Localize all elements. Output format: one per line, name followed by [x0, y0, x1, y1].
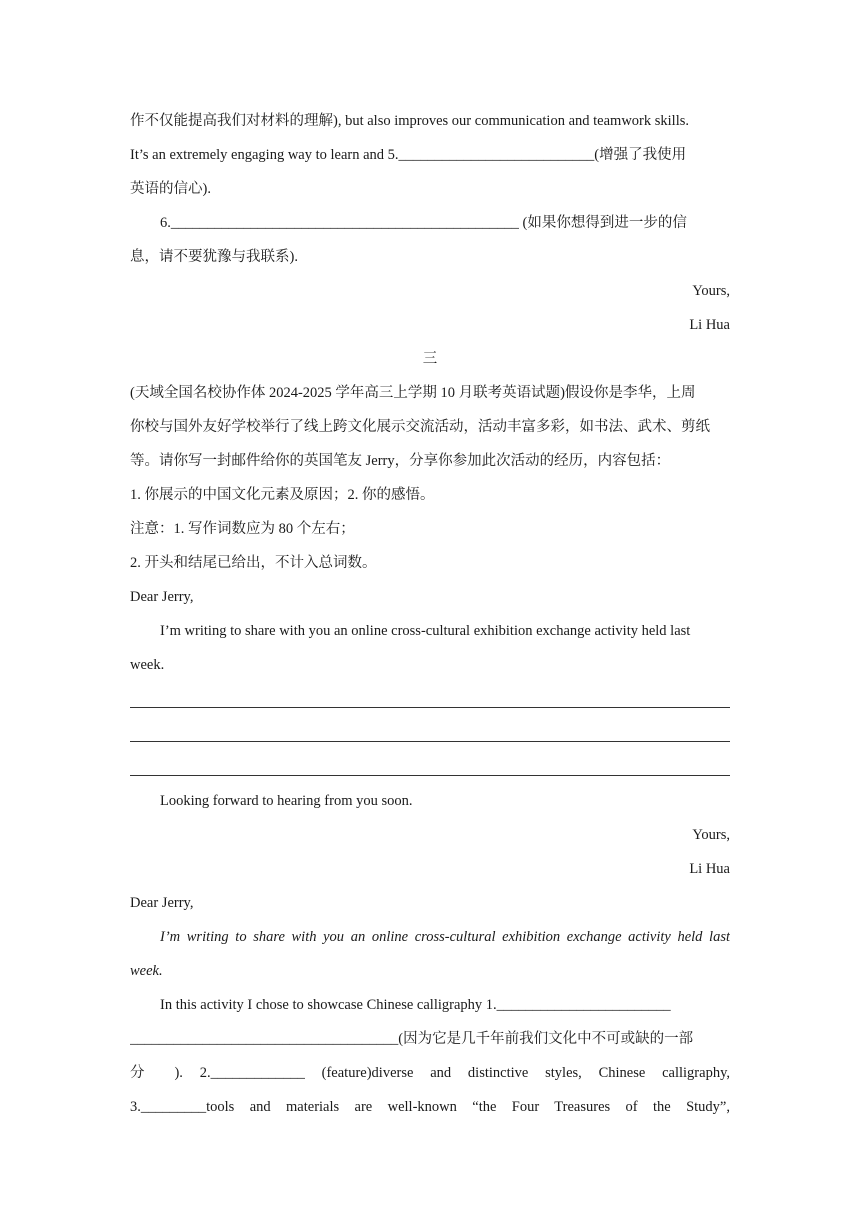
document-body	[130, 104, 730, 1124]
letter-signature: Li Hua	[689, 317, 730, 333]
letter-opening: week.	[130, 657, 165, 673]
letter-signature: Li Hua	[689, 861, 730, 877]
text-line: 息，请不要犹豫与我联系).	[130, 249, 298, 265]
prompt-line: 1. 你展示的中国文化元素及原因；2. 你的感悟。	[130, 487, 435, 503]
answer-line[interactable]	[130, 716, 730, 750]
letter-closing: Yours,	[692, 283, 730, 299]
note-line: 注意：1. 写作词数应为 80 个左右；	[130, 521, 355, 537]
model-line: In this activity I chose to showcase Chinese calligraphy 1.________________________	[160, 997, 671, 1013]
letter-ending: Looking forward to hearing from you soon.	[160, 793, 413, 809]
model-opening: I’m writing to share with you an online cross-cultural exhibition exchange activity held last	[160, 929, 730, 945]
model-line: 分 ). 2._____________ (feature)diverse and distinctive styles, Chinese calligraphy,	[130, 1065, 730, 1081]
text-line: It’s an extremely engaging way to learn and 5.___________________________(增强了我使用	[130, 147, 687, 163]
prompt-line: 等。请你写一封邮件给你的英国笔友 Jerry，分享你参加此次活动的经历，内容包括：	[130, 453, 671, 469]
letter-greeting: Dear Jerry,	[130, 589, 194, 605]
answer-line[interactable]	[130, 682, 730, 716]
model-line: _____________________________________(因为它是几千年前我们文化中不可或缺的一部	[130, 1031, 694, 1047]
note-line: 2. 开头和结尾已给出，不计入总词数。	[130, 555, 377, 571]
model-line: 3._________tools and materials are well-known “the Four Treasures of the Study”,	[130, 1099, 730, 1115]
model-opening: week.	[130, 963, 163, 979]
letter-opening: I’m writing to share with you an online cross-cultural exhibition exchange activity held last	[160, 623, 691, 639]
section-number: 三	[422, 351, 438, 367]
model-greeting: Dear Jerry,	[130, 895, 194, 911]
text-line: 6.________________________________________________ (如果你想得到进一步的信	[160, 215, 687, 231]
prompt-line: 你校与国外友好学校举行了线上跨文化展示交流活动，活动丰富多彩，如书法、武术、剪纸	[130, 419, 710, 435]
answer-line[interactable]	[130, 750, 730, 784]
letter-closing: Yours,	[692, 827, 730, 843]
prompt-line: (天域全国名校协作体 2024-2025 学年高三上学期 10 月联考英语试题)假设你是李华，上周	[130, 385, 696, 401]
text-line: 英语的信心).	[130, 181, 211, 197]
text-line: 作不仅能提高我们对材料的理解), but also improves our communication and teamwork skills.	[130, 113, 689, 129]
